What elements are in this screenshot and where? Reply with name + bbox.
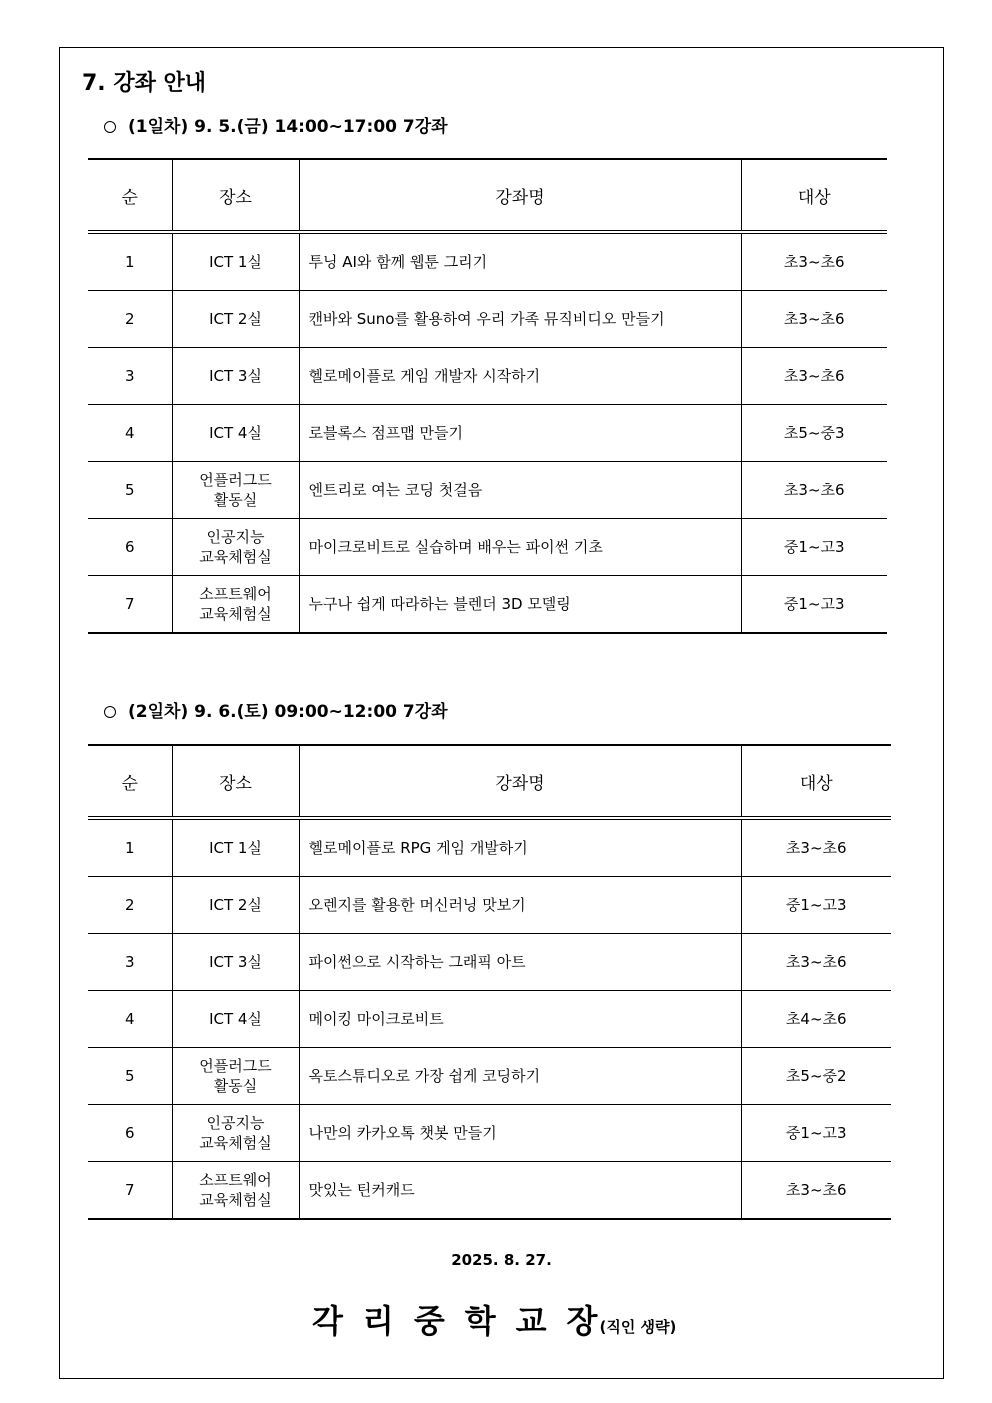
- principal-title: 각리중학교장: [312, 1302, 618, 1340]
- row-number: 4: [88, 405, 172, 462]
- row-place: [172, 818, 299, 877]
- row-number: 1: [88, 818, 172, 877]
- table-row: [88, 1105, 891, 1162]
- row-course-title: 맛있는 틴커캐드: [299, 1162, 741, 1220]
- day2-heading: [104, 697, 448, 722]
- row-number: 7: [88, 1162, 172, 1220]
- row-place: [172, 232, 299, 291]
- table-row: [88, 232, 887, 291]
- row-target: 초5~중3: [741, 405, 887, 462]
- place-line: ICT 3실: [209, 953, 262, 971]
- place-line: 교육체험실: [199, 605, 272, 623]
- place-line: 소프트웨어: [199, 1171, 272, 1189]
- row-course-title: 로블록스 점프맵 만들기: [299, 405, 741, 462]
- table-row: [88, 818, 891, 877]
- table-row: [88, 576, 887, 634]
- row-place: [172, 1162, 299, 1220]
- row-course-title: 엔트리로 여는 코딩 첫걸음: [299, 462, 741, 519]
- table-row: [88, 519, 887, 576]
- circle-bullet-icon: [104, 706, 116, 718]
- place-line: ICT 4실: [209, 1010, 262, 1028]
- row-course-title: 헬로메이플로 게임 개발자 시작하기: [299, 348, 741, 405]
- row-number: 7: [88, 576, 172, 634]
- place-line: 교육체험실: [199, 1134, 272, 1152]
- row-place: [172, 462, 299, 519]
- row-course-title: 누구나 쉽게 따라하는 블렌더 3D 모델링: [299, 576, 741, 634]
- row-number: 1: [88, 232, 172, 291]
- row-target: 중1~고3: [741, 519, 887, 576]
- row-number: 2: [88, 877, 172, 934]
- place-line: 언플러그드: [199, 1057, 272, 1075]
- place-line: ICT 1실: [209, 253, 262, 271]
- row-target: 중1~고3: [741, 1105, 891, 1162]
- place-line: 활동실: [213, 1077, 258, 1095]
- row-target: 초3~초6: [741, 232, 887, 291]
- row-number: 5: [88, 462, 172, 519]
- table-header-row: [88, 159, 887, 232]
- place-line: 소프트웨어: [199, 585, 272, 603]
- header-no: 순: [88, 159, 172, 232]
- row-place: [172, 348, 299, 405]
- row-target: 초3~초6: [741, 348, 887, 405]
- table-row: [88, 1048, 891, 1105]
- row-place: [172, 1105, 299, 1162]
- row-course-title: 파이썬으로 시작하는 그래픽 아트: [299, 934, 741, 991]
- place-line: 교육체험실: [199, 548, 272, 566]
- place-line: 교육체험실: [199, 1191, 272, 1209]
- row-place: [172, 519, 299, 576]
- row-course-title: 옥토스튜디오로 가장 쉽게 코딩하기: [299, 1048, 741, 1105]
- header-title: 강좌명: [299, 159, 741, 232]
- row-target: 중1~고3: [741, 576, 887, 634]
- row-target: 초3~초6: [741, 462, 887, 519]
- place-line: 인공지능: [206, 1114, 265, 1132]
- row-course-title: 나만의 카카오톡 챗봇 만들기: [299, 1105, 741, 1162]
- day1-table: [88, 158, 887, 634]
- header-title: 강좌명: [299, 745, 741, 818]
- row-target: 초3~초6: [741, 818, 891, 877]
- row-course-title: 마이크로비트로 실습하며 배우는 파이썬 기초: [299, 519, 741, 576]
- day1-heading-text: (1일차) 9. 5.(금) 14:00~17:00 7강좌: [128, 117, 448, 137]
- day2-table-body: [88, 818, 891, 1219]
- day2-table: [88, 744, 891, 1220]
- row-target: 초3~초6: [741, 934, 891, 991]
- row-target: 중1~고3: [741, 877, 891, 934]
- row-course-title: 오렌지를 활용한 머신러닝 맛보기: [299, 877, 741, 934]
- row-place: [172, 991, 299, 1048]
- row-course-title: 메이킹 마이크로비트: [299, 991, 741, 1048]
- table-row: [88, 934, 891, 991]
- row-place: [172, 576, 299, 634]
- section-title: 7. 강좌 안내: [82, 71, 206, 96]
- place-line: ICT 2실: [209, 896, 262, 914]
- table-row: [88, 877, 891, 934]
- place-line: 활동실: [213, 491, 258, 509]
- row-number: 3: [88, 934, 172, 991]
- header-target: 대상: [741, 159, 887, 232]
- place-line: 언플러그드: [199, 471, 272, 489]
- document-date: 2025. 8. 27.: [451, 1251, 552, 1269]
- row-number: 3: [88, 348, 172, 405]
- row-place: [172, 934, 299, 991]
- circle-bullet-icon: [104, 121, 116, 133]
- row-course-title: 투닝 AI와 함께 웹툰 그리기: [299, 232, 741, 291]
- row-number: 6: [88, 519, 172, 576]
- row-number: 4: [88, 991, 172, 1048]
- place-line: ICT 1실: [209, 839, 262, 857]
- table-row: [88, 1162, 891, 1220]
- row-course-title: 헬로메이플로 RPG 게임 개발하기: [299, 818, 741, 877]
- row-place: [172, 405, 299, 462]
- row-place: [172, 877, 299, 934]
- place-line: ICT 2실: [209, 310, 262, 328]
- row-target: 초3~초6: [741, 1162, 891, 1220]
- day1-table-body: [88, 232, 887, 633]
- header-no: 순: [88, 745, 172, 818]
- row-target: 초4~초6: [741, 991, 891, 1048]
- header-place: 장소: [172, 159, 299, 232]
- row-number: 5: [88, 1048, 172, 1105]
- signature: [312, 1296, 676, 1342]
- table-row: [88, 991, 891, 1048]
- row-target: 초5~중2: [741, 1048, 891, 1105]
- row-target: 초3~초6: [741, 291, 887, 348]
- seal-omitted-note: (직인 생략): [599, 1318, 677, 1336]
- place-line: ICT 4실: [209, 424, 262, 442]
- table-row: [88, 291, 887, 348]
- row-place: [172, 291, 299, 348]
- place-line: ICT 3실: [209, 367, 262, 385]
- table-row: [88, 348, 887, 405]
- table-row: [88, 462, 887, 519]
- header-target: 대상: [741, 745, 891, 818]
- row-place: [172, 1048, 299, 1105]
- table-row: [88, 405, 887, 462]
- day1-heading: [104, 112, 448, 137]
- header-place: 장소: [172, 745, 299, 818]
- place-line: 인공지능: [206, 528, 265, 546]
- row-number: 6: [88, 1105, 172, 1162]
- row-course-title: 캔바와 Suno를 활용하여 우리 가족 뮤직비디오 만들기: [299, 291, 741, 348]
- row-number: 2: [88, 291, 172, 348]
- day2-heading-text: (2일차) 9. 6.(토) 09:00~12:00 7강좌: [128, 702, 448, 722]
- table-header-row: [88, 745, 891, 818]
